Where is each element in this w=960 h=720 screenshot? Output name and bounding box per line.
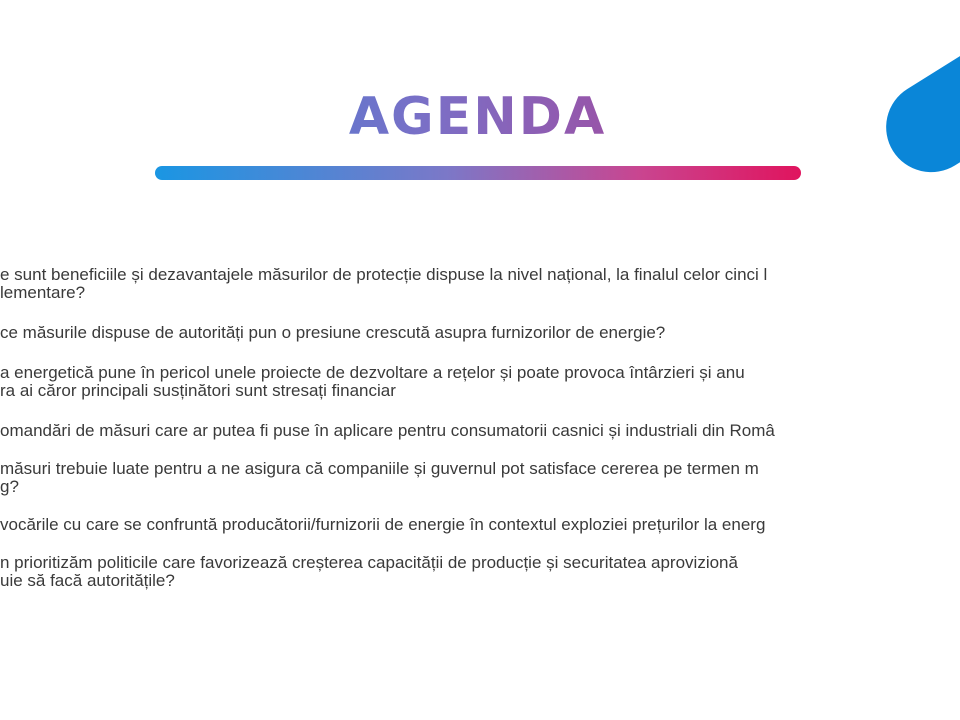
agenda-item-line: omandări de măsuri care ar putea fi puse în aplicare pentru consumatorii casnici și industriali din Româ xyxy=(0,422,775,440)
agenda-item-line: lementare? xyxy=(0,283,86,302)
agenda-item-line: uie să facă autoritățile? xyxy=(0,571,175,590)
agenda-item xyxy=(0,554,960,590)
agenda-item xyxy=(0,422,960,440)
title-underline xyxy=(155,166,801,180)
agenda-item-line: a energetică pune în pericol unele proiecte de dezvoltare a rețelor și poate provoca întârzieri și anu xyxy=(0,364,745,382)
page-title: AGENDA xyxy=(0,86,955,148)
agenda-item xyxy=(0,460,960,496)
agenda-item-line: vocările cu care se confruntă producătorii/furnizorii de energie în contextul exploziei prețurilor la energ xyxy=(0,516,766,534)
agenda-item-line: măsuri trebuie luate pentru a ne asigura că companiile și guvernul pot satisface cererea pe termen m xyxy=(0,460,759,478)
agenda-item xyxy=(0,266,960,302)
agenda-item-line: e sunt beneficiile și dezavantajele măsurilor de protecție dispuse la nivel național, la finalul celor cinci l xyxy=(0,266,768,284)
agenda-item-line: ce măsurile dispuse de autorități pun o presiune crescută asupra furnizorilor de energie? xyxy=(0,324,666,342)
agenda-item-line: g? xyxy=(0,477,19,496)
agenda-item-line: n prioritizăm politicile care favorizează creșterea capacității de producție și securitatea aprovizionă xyxy=(0,554,738,572)
agenda-item-line: ra ai căror principali susținători sunt stresați financiar xyxy=(0,381,396,400)
agenda-item xyxy=(0,364,960,400)
agenda-item xyxy=(0,324,960,342)
agenda-item xyxy=(0,516,960,534)
